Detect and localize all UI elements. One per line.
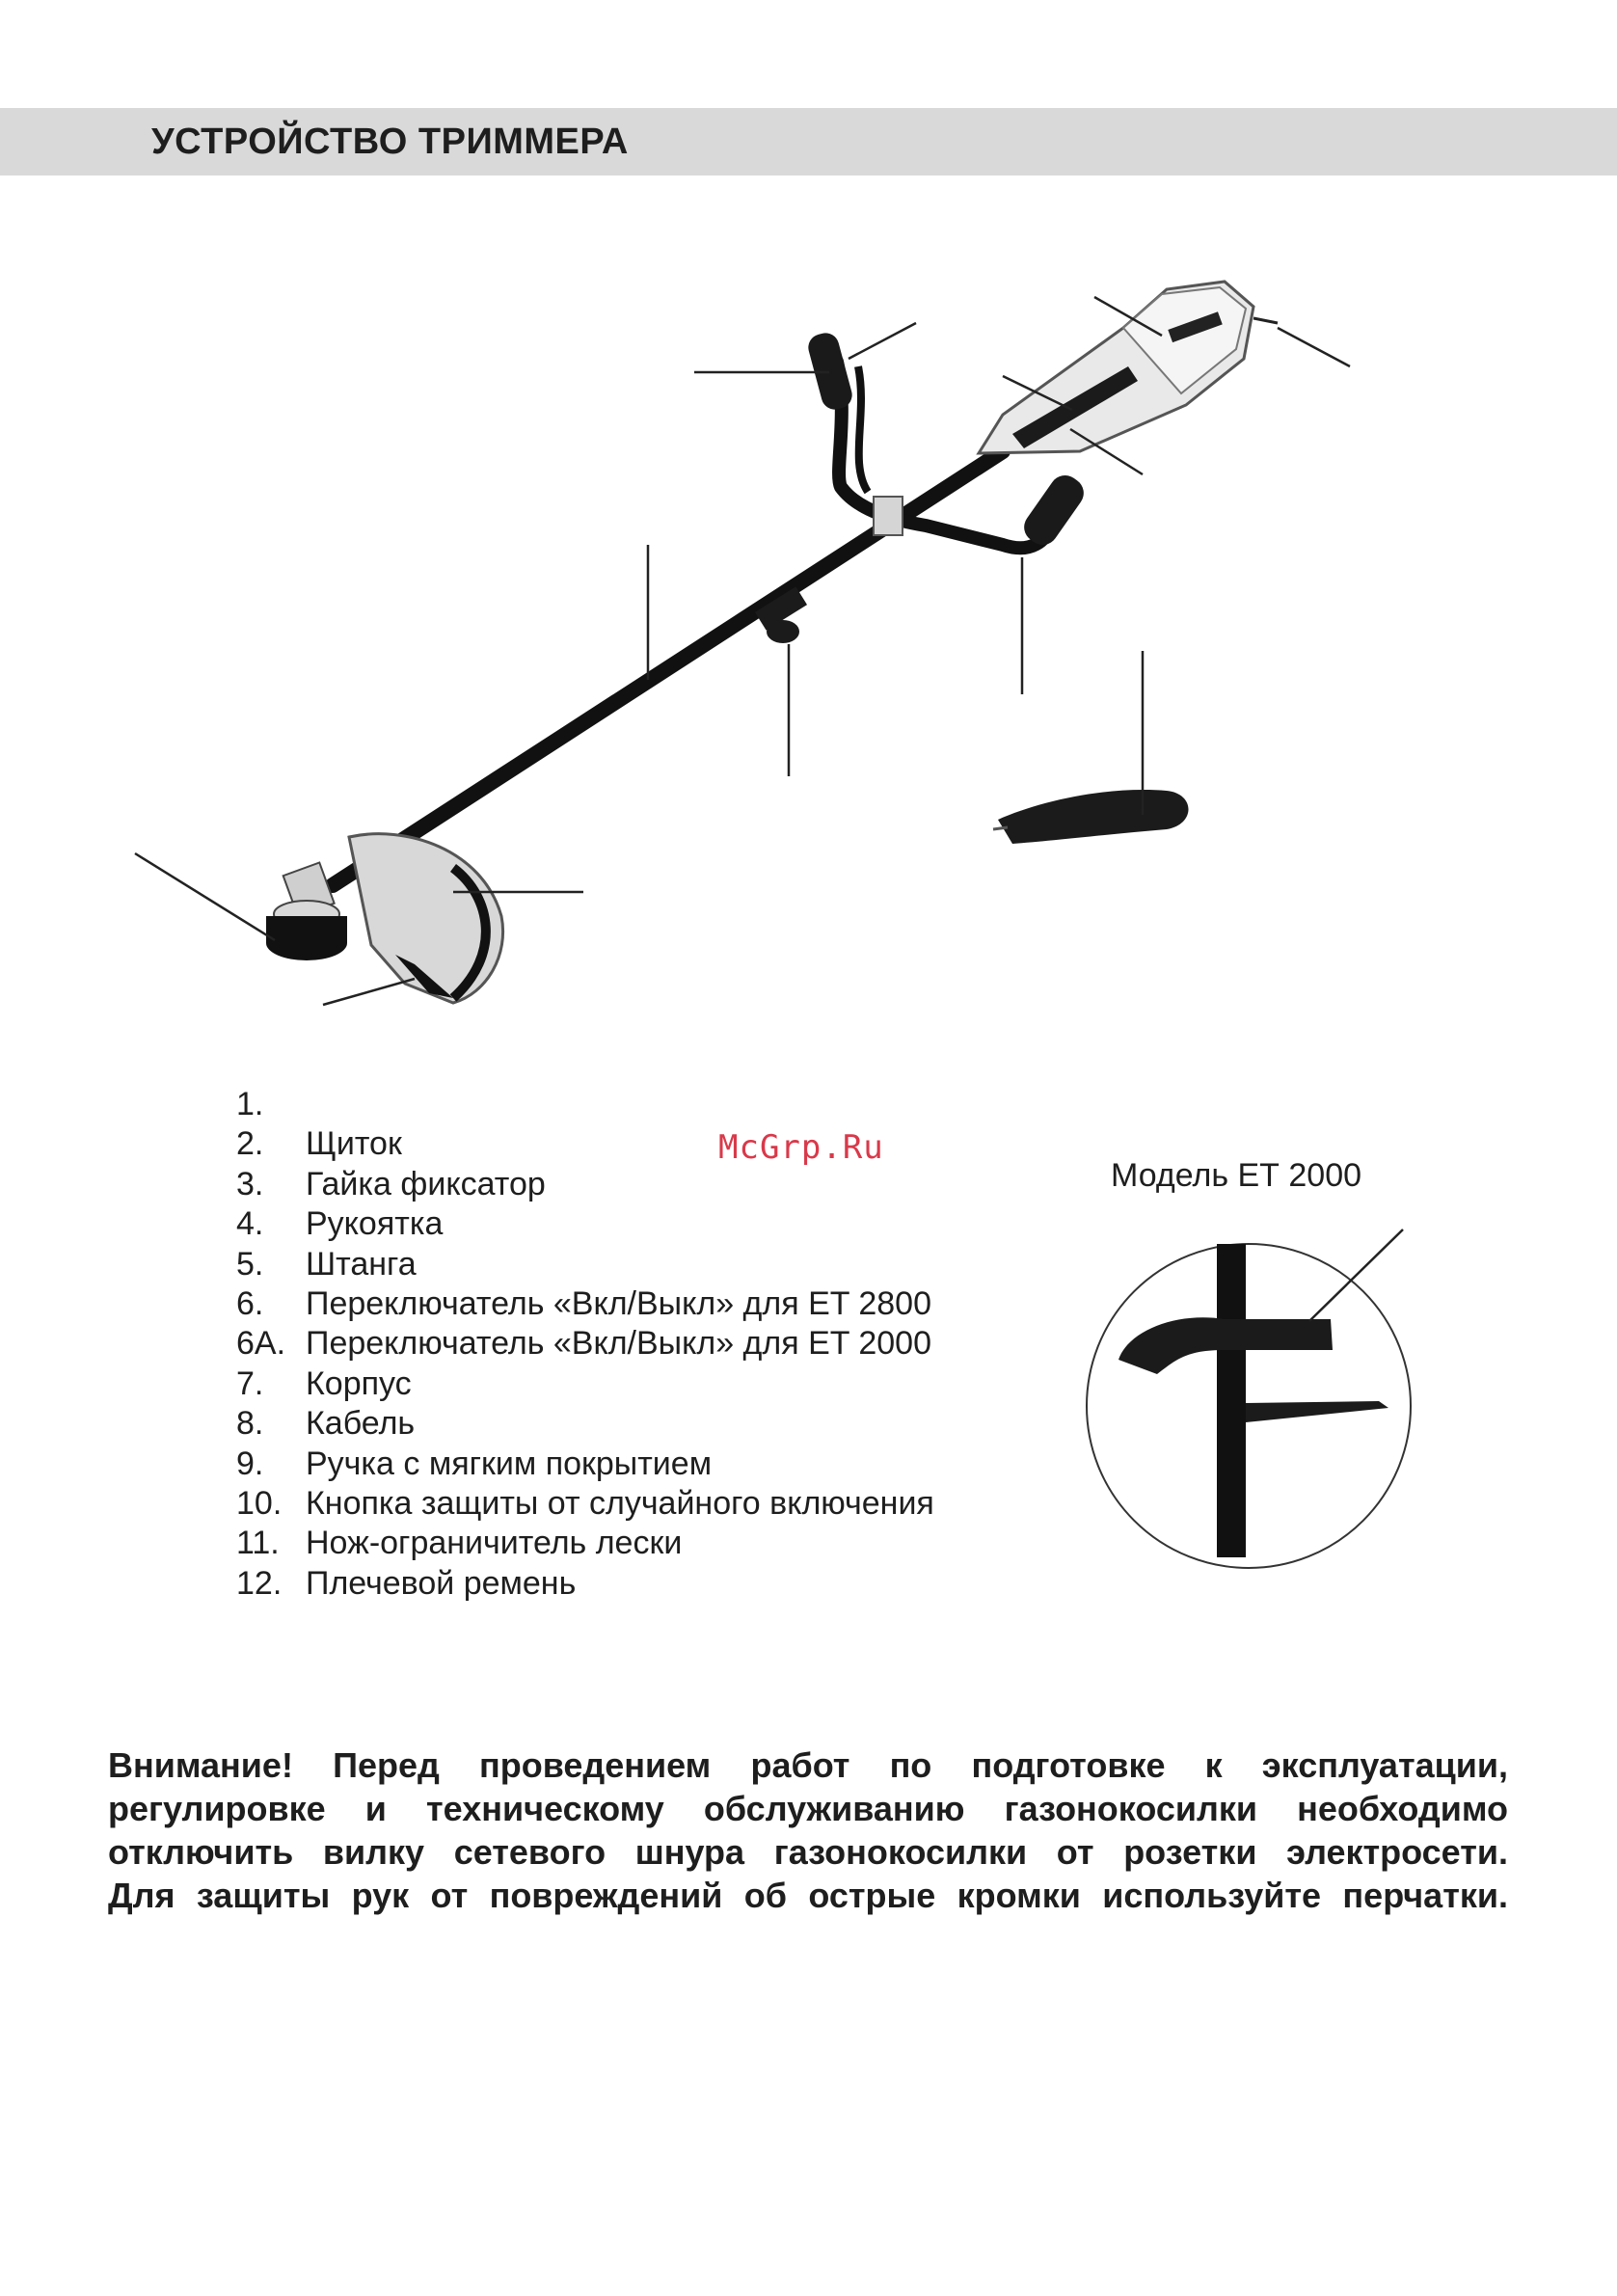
list-item: 4. Рукоятка	[236, 1205, 444, 1243]
list-item: 6. Переключатель «Вкл/Выкл» для ET 2800	[236, 1284, 932, 1322]
model-label: Модель ЕТ 2000	[1111, 1157, 1362, 1194]
detail-shaft	[1217, 1244, 1246, 1557]
list-item: 6A. Переключатель «Вкл/Выкл» для ET 2000	[236, 1325, 932, 1363]
list-item: 12. Плечевой ремень	[236, 1564, 577, 1602]
list-item: 5. Штанга	[236, 1245, 417, 1283]
warning-line-2: регулировке и техническому обслуживанию газонокосилки необходимо	[108, 1789, 1508, 1828]
warning-line-1: Внимание! Перед проведением работ по подготовке к эксплуатации,	[108, 1745, 1508, 1785]
warning-line-4: Для защиты рук от повреждений об острые кромки используйте перчатки.	[108, 1876, 1508, 1915]
list-item: 1.	[236, 1086, 264, 1122]
list-item: 11. Нож-ограничитель лески	[236, 1525, 683, 1562]
section-title: УСТРОЙСТВО ТРИММЕРА	[151, 122, 629, 162]
trimmer-diagram	[0, 0, 1617, 1041]
list-item: 7. Корпус	[236, 1364, 412, 1402]
parts-list	[236, 1085, 1027, 1604]
list-item: 8. Кабель	[236, 1405, 416, 1443]
list-item: 10. Кнопка защиты от случайного включения	[236, 1484, 934, 1522]
switch-detail-figure	[1070, 1215, 1437, 1581]
watermark: McGrp.Ru	[718, 1128, 884, 1167]
warning-line-3: отключить вилку сетевого шнура газонокосилки от розетки электросети.	[108, 1832, 1508, 1872]
guard	[349, 834, 503, 1003]
motor-housing	[979, 282, 1253, 453]
list-item: 9. Ручка с мягким покрытием	[236, 1445, 713, 1482]
shoulder-strap	[993, 790, 1189, 844]
cable	[1253, 318, 1278, 323]
list-item: 3. Гайка фиксатор	[236, 1165, 546, 1202]
list-item: 2. Щиток	[236, 1125, 402, 1163]
